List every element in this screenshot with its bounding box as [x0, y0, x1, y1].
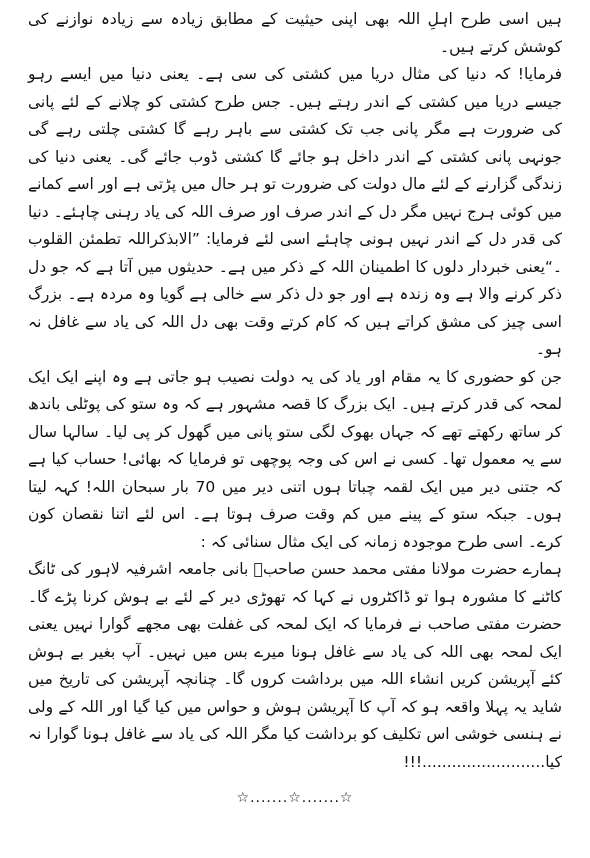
document-page	[28, 6, 562, 852]
paragraph-4: ہمارے حضرت مولانا مفتی محمد حسن صاحبؒ بانی جامعہ اشرفیہ لاہور کی ٹانگ کاٹنے کا مشورہ ہوا تو ڈاکٹروں نے کہا کہ تھوڑی دیر کے لئے بے ہوش کرنا پڑے گا۔ حضرت مفتی صاحب نے فرمایا کہ ایک لمحہ کی غفلت بھی مجھے گوارا نہیں یعنی ایک لمحہ بھی اللہ کی یاد سے غافل ہونا میرے بس میں نہیں۔ آپ بغیر بے ہوش کئے آپریشن کریں انشاء اللہ میں برداشت کروں گا۔ چنانچہ آپریشن کی تاریخ میں شاید یہ پہلا واقعہ ہو کہ آپ کا آپریشن ہوش و حواس میں کیا گیا اور اللہ کے ولی نے ہنسی خوشی اس تکلیف کو برداشت کیا مگر اللہ کی یاد سے غافل ہونا گوارا نہ کیا.........................!!!	[28, 560, 562, 771]
paragraph-1: ہیں اسی طرح اہلِ اللہ بھی اپنی حیثیت کے مطابق زیادہ سے زیادہ نوازنے کی کوشش کرتے ہیں۔	[28, 10, 562, 56]
closing-stars: ☆.......☆.......☆	[236, 790, 354, 806]
paragraph-3: جن کو حضوری کا یہ مقام اور یاد کی یہ دولت نصیب ہو جاتی ہے وہ اپنے ایک ایک لمحہ کی قدر کرتے ہیں۔ ایک بزرگ کا قصہ مشہور ہے کہ وہ ستو کی پوٹلی باندھ کر ساتھ رکھتے تھے کہ جہاں بھوک لگی ستو پانی میں گھول کر پی لیا۔ سالہا سال سے یہ معمول تھا۔ کسی نے اس کی وجہ پوچھی تو فرمایا کہ بھائی! حساب کیا ہے کہ جتنی دیر میں ایک لقمہ چباتا ہوں اتنی دیر میں 70 بار سبحان اللہ! کہہ لیتا ہوں۔ جبکہ ستو کے پینے میں کم وقت صرف ہوتا ہے۔ اس لئے اتنا نقصان کون کرے۔ اسی طرح موجودہ زمانہ کی ایک مثال سنائی کہ :	[28, 367, 562, 551]
paragraph-2: فرمایا! کہ دنیا کی مثال دریا میں کشتی کی سی ہے۔ یعنی دنیا میں ایسے رہو جیسے دریا میں کشتی کے اندر رہتے ہیں۔ جس طرح کشتی کو چلانے کے لئے پانی کی ضرورت ہے مگر پانی جب تک کشتی سے باہر رہے گا کشتی چلتی رہے گی جونہی پانی کشتی کے اندر داخل ہو جائے گا کشتی ڈوب جائے گی۔ یعنی دنیا کی زندگی گزارنے کے لئے مال دولت کی ضرورت تو ہر حال میں پڑتی ہے اور اسے کمانے میں کوئی ہرج نہیں مگر دل کے اندر صرف اور صرف اللہ کی یاد رہنی چاہئے۔ دنیا کی قدر دل کے اندر نہیں ہونی چاہئے اسی لئے فرمایا: ”الابذکراللہ تطمئن القلوب ۔“یعنی خبردار دلوں کا اطمینان اللہ کے ذکر میں ہے۔ حدیثوں میں آتا ہے کہ جو دل ذکر کرنے والا ہے وہ زندہ ہے اور جو دل ذکر سے خالی ہے گویا وہ مردہ ہے۔ بزرگ اسی چیز کی مشق کراتے ہیں کہ کام کرتے وقت بھی دل اللہ کی یاد سے غافل نہ ہو۔	[28, 65, 562, 358]
